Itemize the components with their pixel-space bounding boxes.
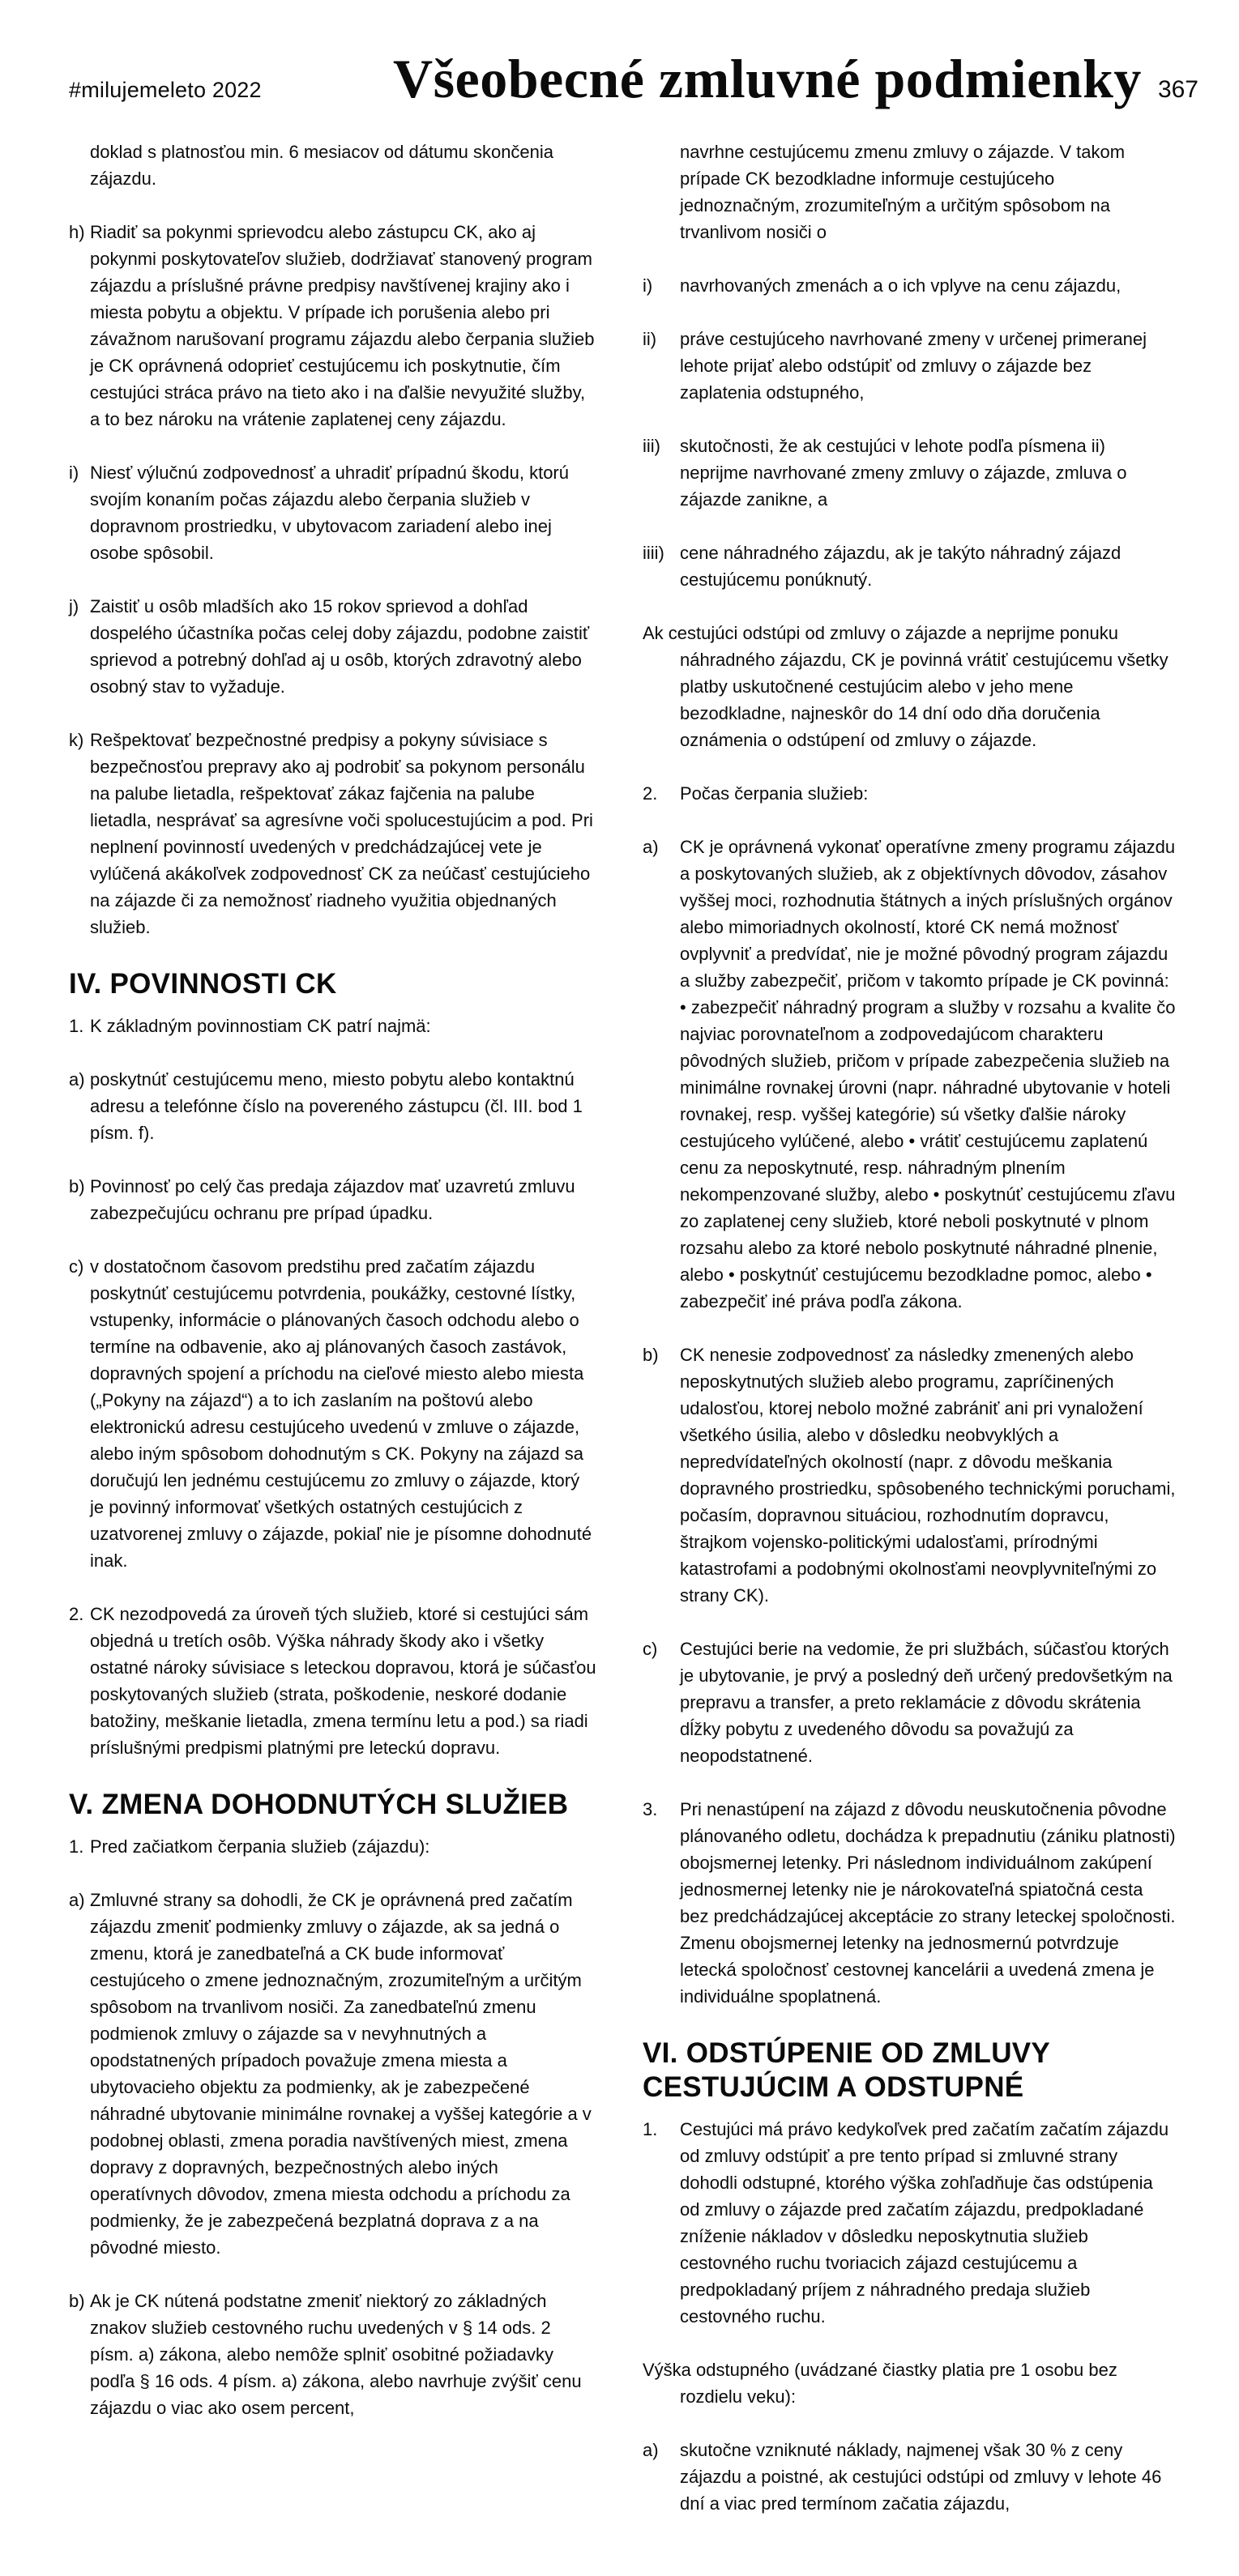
page-number: 367 bbox=[1157, 76, 1198, 103]
item-label: j) bbox=[69, 596, 79, 616]
item-label: 3. bbox=[643, 1799, 658, 1819]
paragraph bbox=[643, 139, 1176, 245]
campaign-hashtag: #milujemeleto 2022 bbox=[69, 78, 262, 102]
heading-text: VI. ODSTÚPENIE OD ZMLUVY CESTUJÚCIM A ODSTUPNÉ bbox=[643, 2037, 1050, 2103]
paragraph bbox=[643, 272, 1176, 299]
paragraph bbox=[69, 1066, 597, 1146]
paragraph bbox=[643, 540, 1176, 593]
paragraph bbox=[643, 433, 1176, 513]
item-label: b) bbox=[643, 1345, 659, 1365]
paragraph-text: Pri nenastúpení na zájazd z dôvodu neuskutočnenia pôvodne plánovaného odletu, dochádza k prepadnutiu (zániku platnosti) obojsmernej letenky. Pri následnom individuálnom zakúpení jednosmernej letenky nie je nárokovateľná spiatočná cesta bez predchádzajúcej akceptácie zo strany leteckej spoločnosti. Zmenu obojsmernej letenky na jednosmernú potvrdzuje letecká spoločnosť cestovnej kancelárii a uvedená zmena je individuálne spoplatnená. bbox=[680, 1799, 1176, 2007]
paragraph bbox=[69, 1601, 597, 1761]
paragraph-text: Zmluvné strany sa dohodli, že CK je oprávnená pred začatím zájazdu zmeniť podmienky zmluvy o zájazde, ak sa jedná o zmenu, ktorá je zanedbateľná a CK bude informovať cestujúceho o zmene jednoznačným, zrozumiteľným a určitým spôsobom na trvanlivom nosiči. Za zanedbateľnú zmenu podmienok zmluvy o zájazde sa v nevyhnutných a opodstatnených prípadoch považuje zmena miesta a ubytovacieho objektu za podmienky, ak je zabezpečené náhradné ubytovanie minimálne rovnakej a vyššej kategórie a v podobnej oblasti, zmena poradia navštívených miest, zmena dopravy z dopravných, bezpečnostných alebo iných operatívnych dôvodov, zmena miesta odchodu a príchodu za podmienky, že je zabezpečená bezplatná doprava z a na pôvodné miesto. bbox=[90, 1890, 592, 2258]
item-label: i) bbox=[643, 275, 653, 296]
paragraph bbox=[69, 2288, 597, 2421]
paragraph-text: Rešpektovať bezpečnostné predpisy a pokyny súvisiace s bezpečnosťou prepravy ako aj podrobiť sa pokynom personálu na palube lietadla, rešpektovať zákaz fajčenia na palube lietadla, nesprávať sa agresívne voči spolucestujúcim a pod. Pri neplnení povinností uvedených v predchádzajúcej vete je vylúčená akákoľvek zodpovednosť CK za neúčasť cestujúcieho na zájazde či za nemožnosť riadneho využitia objednaných služieb. bbox=[90, 730, 593, 937]
item-label: i) bbox=[69, 463, 79, 483]
paragraph bbox=[643, 1796, 1176, 2010]
item-label: iii) bbox=[643, 436, 660, 456]
item-label: c) bbox=[643, 1639, 658, 1659]
paragraph bbox=[643, 620, 1176, 753]
heading-text: V. ZMENA DOHODNUTÝCH SLUŽIEB bbox=[69, 1789, 569, 1820]
paragraph bbox=[69, 1253, 597, 1574]
paragraph-text: navrhne cestujúcemu zmenu zmluvy o zájazde. V takom prípade CK bezodkladne informuje cestujúceho jednoznačným, zrozumiteľným a určitým spôsobom na trvanlivom nosiči o bbox=[680, 142, 1126, 242]
paragraph-text: Niesť výlučnú zodpovednosť a uhradiť prípadnú škodu, ktorú svojím konaním počas zájazdu alebo čerpania služieb v dopravnom prostriedku, v ubytovacom zariadení alebo inej osobe spôsobil. bbox=[90, 463, 569, 563]
paragraph bbox=[643, 2356, 1176, 2410]
item-label: 1. bbox=[643, 2119, 658, 2139]
paragraph-text: Ak je CK nútená podstatne zmeniť niektorý zo základných znakov služieb cestovného ruchu uvedených v § 14 ods. 2 písm. a) zákona, alebo nemôže splniť osobitné požiadavky podľa § 16 ods. 4 písm. a) zákona, alebo navrhuje zvýšiť cenu zájazdu o viac ako osem percent, bbox=[90, 2291, 582, 2418]
paragraph bbox=[643, 834, 1176, 1315]
item-label: b) bbox=[69, 1176, 85, 1196]
item-label: 2. bbox=[69, 1604, 84, 1624]
item-label: 1. bbox=[69, 1016, 84, 1036]
paragraph bbox=[643, 1636, 1176, 1769]
paragraph-text: práve cestujúceho navrhované zmeny v určenej primeranej lehote prijať alebo odstúpiť od zmluvy o zájazde bez zaplatenia odstupného, bbox=[680, 329, 1147, 403]
right-column bbox=[643, 139, 1176, 2544]
item-label: k) bbox=[69, 730, 84, 750]
paragraph-text: Povinnosť po celý čas predaja zájazdov mať uzavretú zmluvu zabezpečujúcu ochranu pre prípad úpadku. bbox=[90, 1176, 575, 1223]
item-label: c) bbox=[69, 1256, 84, 1277]
heading-text: IV. POVINNOSTI CK bbox=[69, 968, 337, 1000]
paragraph-text: Cestujúci berie na vedomie, že pri službách, súčasťou ktorých je ubytovanie, je prvý a posledný deň určený predovšetkým na prepravu a transfer, a preto reklamácie z dôvodu skrátenia dĺžky pobytu z uvedeného dôvodu sa považujú za neopodstatnené. bbox=[680, 1639, 1173, 1766]
paragraph-text: Ak cestujúci odstúpi od zmluvy o zájazde a neprijme ponuku náhradného zájazdu, CK je povinná vrátiť cestujúcemu všetky platby uskutočnené cestujúcim alebo v jeho mene bezodkladne, najneskôr do 14 dní odo dňa doručenia oznámenia o odstúpení od zmluvy o zájazde. bbox=[643, 623, 1169, 750]
paragraph-text: CK je oprávnená vykonať operatívne zmeny programu zájazdu a poskytovaných služieb, ak z objektívnych dôvodov, zásahov vyššej moci, rozhodnutia štátnych a iných príslušných orgánov alebo mimoriadnych okolností, ktoré CK nemá možnosť ovplyvniť a predvídať, nie je možné pôvodný program zájazdu a služby zabezpečiť, pričom v takomto prípade je CK povinná: • zabezpečiť náhradný program a služby v rozsahu a kvalite čo najviac porovnateľnom a zodpovedajúcom charakteru pôvodných služieb, pričom v prípade zabezpečenia služieb na minimálne rovnakej úrovni (napr. náhradné ubytovanie v hoteli rovnakej, resp. vyššej kategórie) sú všetky ďalšie nároky cestujúceho vylúčené, alebo • vrátiť cestujúcemu zaplatenú cenu za neposkytnuté, resp. náhradným plnením nekompenzované služby, alebo • poskytnúť cestujúcemu zľavu zo zaplatenej ceny služieb, ktoré neboli poskytnuté v plnom rozsahu alebo za ktoré nebolo poskytnuté náhradné plnenie, alebo • poskytnúť cestujúcemu bezodkladne pomoc, alebo • zabezpečiť iné práva podľa zákona. bbox=[680, 837, 1176, 1311]
item-label: h) bbox=[69, 222, 85, 242]
paragraph bbox=[69, 139, 597, 192]
paragraph bbox=[69, 1887, 597, 2261]
paragraph-text: CK nezodpovedá za úroveň tých služieb, ktoré si cestujúci sám objedná u tretích osôb. Výška náhrady škody ako i všetky ostatné nároky súvisiace s leteckou dopravou, ktorá je súčasťou poskytovaných služieb (strata, poškodenie, neskoré dodanie batožiny, meškanie lietadla, zmena termínu letu a pod.) sa riadi príslušnými predpismi platnými pre leteckú dopravu. bbox=[90, 1604, 596, 1758]
paragraph-text: Cestujúci má právo kedykoľvek pred začatím začatím zájazdu od zmluvy odstúpiť a pre tento prípad si zmluvné strany dohodli odstupné, ktorého výška zohľadňuje čas odstúpenia od zmluvy o zájazde pred začatím zájazdu, predpokladané zníženie nákladov v dôsledku neposkytnutia služieb cestovného ruchu tvoriacich zájazd cestujúcemu a predpokladaný príjem z náhradného predaja služieb cestovného ruchu. bbox=[680, 2119, 1169, 2327]
item-label: a) bbox=[69, 1069, 85, 1090]
paragraph bbox=[69, 727, 597, 940]
paragraph-text: navrhovaných zmenách a o ich vplyve na cenu zájazdu, bbox=[680, 275, 1122, 296]
paragraph bbox=[643, 1341, 1176, 1609]
paragraph bbox=[69, 1833, 597, 1860]
paragraph-text: Zaistiť u osôb mladších ako 15 rokov sprievod a dohľad dospelého účastníka počas celej doby zájazdu, podobne zaistiť sprievod a potrebný dohľad aj u osôb, ktorých zdravotný alebo osobný stav to vyžaduje. bbox=[90, 596, 590, 697]
page-header bbox=[69, 47, 1198, 111]
paragraph bbox=[643, 780, 1176, 807]
section-heading bbox=[69, 1788, 597, 1822]
paragraph bbox=[69, 593, 597, 700]
paragraph-text: Pred začiatkom čerpania služieb (zájazdu): bbox=[90, 1836, 430, 1857]
paragraph-text: doklad s platnosťou min. 6 mesiacov od dátumu skončenia zájazdu. bbox=[90, 142, 554, 189]
page-title: Všeobecné zmluvné podmienky bbox=[392, 48, 1142, 109]
paragraph bbox=[643, 326, 1176, 406]
paragraph-text: Riadiť sa pokynmi sprievodcu alebo zástupcu CK, ako aj pokynmi poskytovateľov služieb, dodržiavať stanovený program zájazdu a príslušné právne predpisy navštívenej krajiny ako i miesta pobytu a objektu. V prípade ich porušenia alebo pri závažnom narušovaní programu zájazdu alebo čerpania služieb je CK oprávnená odoprieť cestujúcemu ich poskytnutie, čím cestujúci stráca právo na tieto ako i na ďalšie nevyužité služby, a to bez nároku na vrátenie zaplatenej ceny zájazdu. bbox=[90, 222, 595, 429]
paragraph-text: Výška odstupného (uvádzané čiastky platia pre 1 osobu bez rozdielu veku): bbox=[643, 2360, 1117, 2407]
item-label: iiii) bbox=[643, 543, 664, 563]
paragraph-text: v dostatočnom časovom predstihu pred začatím zájazdu poskytnúť cestujúcemu potvrdenia, poukážky, cestovné lístky, vstupenky, informácie o plánovaných časoch odchodu alebo o termíne na odbavenie, ako aj plánovaných časoch zastávok, dopravných spojení a príchodu na cieľové miesto alebo miesta („Pokyny na zájazd“) a to ich zaslaním na poštovú alebo elektronickú adresu cestujúceho uvedenú v zmluve o zájazde, alebo iným spôsobom dohodnutým s CK. Pokyny na zájazd sa doručujú len jednému cestujúcemu zo zmluvy o zájazde, ktorý je povinný informovať všetkých ostatných cestujúcich z uzatvorenej zmluvy o zájazde, pokiaľ nie je písomne dohodnuté inak. bbox=[90, 1256, 592, 1571]
paragraph-text: skutočnosti, že ak cestujúci v lehote podľa písmena ii) neprijme navrhované zmeny zmluvy o zájazde, zmluva o zájazde zanikne, a bbox=[680, 436, 1127, 510]
paragraph-text: cene náhradného zájazdu, ak je takýto náhradný zájazd cestujúcemu ponúknutý. bbox=[680, 543, 1122, 590]
item-label: a) bbox=[643, 837, 659, 857]
paragraph-text: poskytnúť cestujúcemu meno, miesto pobytu alebo kontaktnú adresu a telefónne číslo na povereného zástupcu (čl. III. bod 1 písm. f). bbox=[90, 1069, 583, 1143]
text-columns bbox=[69, 139, 1198, 2544]
item-label: a) bbox=[69, 1890, 85, 1910]
paragraph-text: K základným povinnostiam CK patrí najmä: bbox=[90, 1016, 431, 1036]
left-column bbox=[69, 139, 597, 2544]
item-label: 2. bbox=[643, 783, 658, 804]
section-heading bbox=[69, 967, 597, 1001]
paragraph bbox=[643, 2116, 1176, 2330]
item-label: 1. bbox=[69, 1836, 84, 1857]
paragraph bbox=[643, 2437, 1176, 2517]
paragraph bbox=[69, 219, 597, 433]
paragraph bbox=[69, 1173, 597, 1226]
paragraph bbox=[69, 1013, 597, 1039]
item-label: a) bbox=[643, 2440, 659, 2460]
paragraph-text: CK nenesie zodpovednosť za následky zmenených alebo neposkytnutých služieb alebo programu, zapríčinených udalosťou, ktorej nebolo možné zabrániť ani pri vynaložení všetkého úsilia, alebo v dôsledku neobvyklých a nepredvídateľných okolností (napr. z dôvodu meškania dopravného prostriedku, spôsobeného technickými poruchami, počasím, dopravnou situáciou, rozhodnutím dopravcu, štrajkom vojensko-politickými udalosťami, prírodnými katastrofami a podobnými okolnosťami neovplyvniteľnými zo strany CK). bbox=[680, 1345, 1176, 1606]
section-heading bbox=[643, 2036, 1176, 2105]
item-label: b) bbox=[69, 2291, 85, 2311]
paragraph-text: skutočne vzniknuté náklady, najmenej však 30 % z ceny zájazdu a poistné, ak cestujúci odstúpi od zmluvy v lehote 46 dní a viac pred termínom začatia zájazdu, bbox=[680, 2440, 1162, 2514]
paragraph-text: Počas čerpania služieb: bbox=[680, 783, 869, 804]
item-label: ii) bbox=[643, 329, 657, 349]
paragraph bbox=[69, 459, 597, 566]
